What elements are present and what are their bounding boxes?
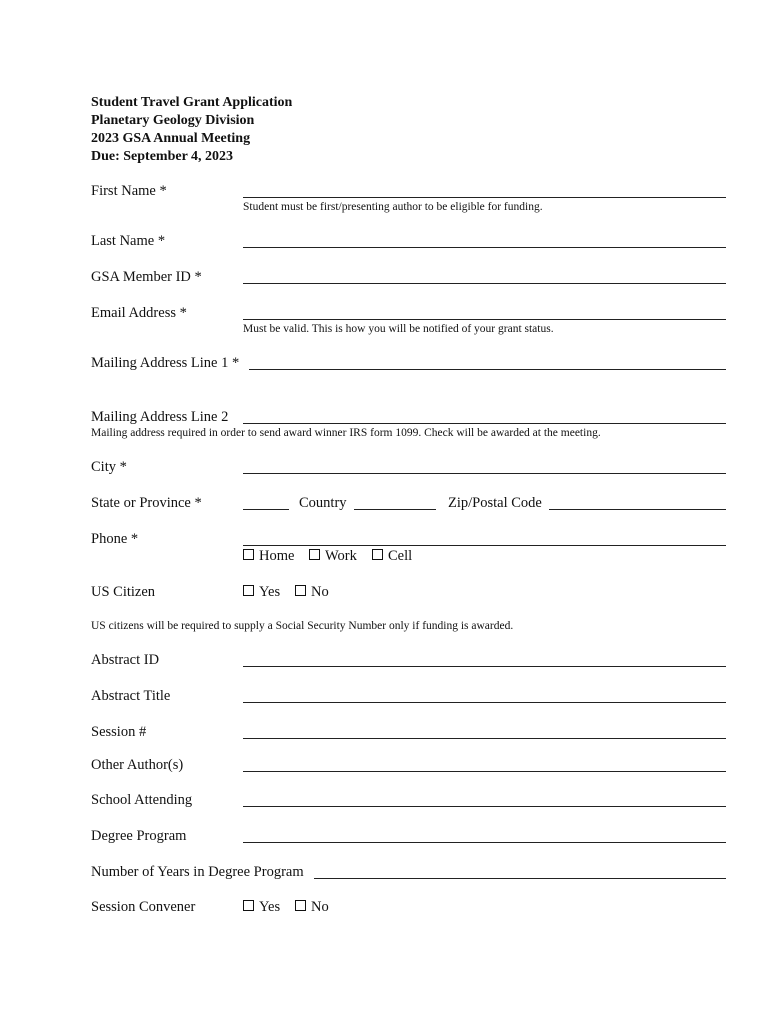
zip-label: Zip/Postal Code [448, 495, 542, 511]
checkbox-icon [372, 549, 383, 560]
mailing-address-2-field[interactable] [243, 423, 726, 424]
us-citizen-yes-label: Yes [259, 584, 281, 600]
mailing-address-2-label: Mailing Address Line 2 [91, 409, 229, 425]
last-name-field[interactable] [243, 247, 726, 248]
city-label: City * [91, 459, 127, 475]
convener-yes-option[interactable] [243, 899, 280, 916]
first-name-label: First Name * [91, 183, 167, 199]
years-field[interactable] [314, 878, 726, 879]
mailing-address-note: Mailing address required in order to send award winner IRS form 1099. Check will be awarded at the meeting. [91, 427, 601, 439]
phone-cell-option[interactable] [372, 548, 412, 565]
zip-field[interactable] [549, 509, 726, 510]
city-field[interactable] [243, 473, 726, 474]
years-label: Number of Years in Degree Program [91, 864, 304, 880]
school-field[interactable] [243, 806, 726, 807]
session-label: Session # [91, 724, 147, 740]
checkbox-icon [309, 549, 320, 560]
form-title: Student Travel Grant Application [91, 95, 293, 110]
last-name-label: Last Name * [91, 233, 166, 249]
abstract-id-label: Abstract ID [91, 652, 160, 668]
other-authors-field[interactable] [243, 771, 726, 772]
us-citizen-no-label: No [311, 584, 329, 600]
degree-label: Degree Program [91, 828, 187, 844]
email-field[interactable] [243, 319, 726, 320]
us-citizen-note: US citizens will be required to supply a Social Security Number only if funding is awarded. [91, 620, 514, 632]
phone-cell-label: Cell [388, 548, 413, 564]
gsa-member-id-label: GSA Member ID * [91, 269, 202, 285]
due-date: Due: September 4, 2023 [91, 149, 234, 164]
phone-home-option[interactable] [243, 548, 294, 565]
email-note: Must be valid. This is how you will be notified of your grant status. [243, 323, 554, 335]
form-header [91, 94, 292, 166]
convener-yes-label: Yes [259, 899, 281, 915]
mailing-address-1-label: Mailing Address Line 1 * [91, 355, 240, 371]
email-label: Email Address * [91, 305, 187, 321]
checkbox-icon [243, 549, 254, 560]
convener-no-label: No [311, 899, 329, 915]
division-name: Planetary Geology Division [91, 113, 255, 128]
convener-label: Session Convener [91, 899, 196, 915]
other-authors-label: Other Author(s) [91, 757, 184, 773]
meeting-name: 2023 GSA Annual Meeting [91, 131, 251, 146]
us-citizen-label: US Citizen [91, 584, 156, 600]
phone-home-label: Home [259, 548, 295, 564]
state-field[interactable] [243, 509, 289, 510]
phone-work-option[interactable] [309, 548, 357, 565]
phone-label: Phone * [91, 531, 139, 547]
mailing-address-1-field[interactable] [249, 369, 726, 370]
country-label: Country [299, 495, 347, 511]
checkbox-icon [243, 900, 254, 911]
state-label: State or Province * [91, 495, 202, 511]
phone-work-label: Work [325, 548, 357, 564]
checkbox-icon [295, 585, 306, 596]
country-field[interactable] [354, 509, 436, 510]
abstract-title-field[interactable] [243, 702, 726, 703]
convener-no-option[interactable] [295, 899, 329, 916]
first-name-note: Student must be first/presenting author to be eligible for funding. [243, 201, 543, 213]
phone-field[interactable] [243, 545, 726, 546]
checkbox-icon [295, 900, 306, 911]
abstract-title-label: Abstract Title [91, 688, 171, 704]
session-field[interactable] [243, 738, 726, 739]
gsa-member-id-field[interactable] [243, 283, 726, 284]
abstract-id-field[interactable] [243, 666, 726, 667]
us-citizen-yes-option[interactable] [243, 584, 280, 601]
first-name-field[interactable] [243, 197, 726, 198]
checkbox-icon [243, 585, 254, 596]
us-citizen-no-option[interactable] [295, 584, 329, 601]
school-label: School Attending [91, 792, 193, 808]
degree-field[interactable] [243, 842, 726, 843]
